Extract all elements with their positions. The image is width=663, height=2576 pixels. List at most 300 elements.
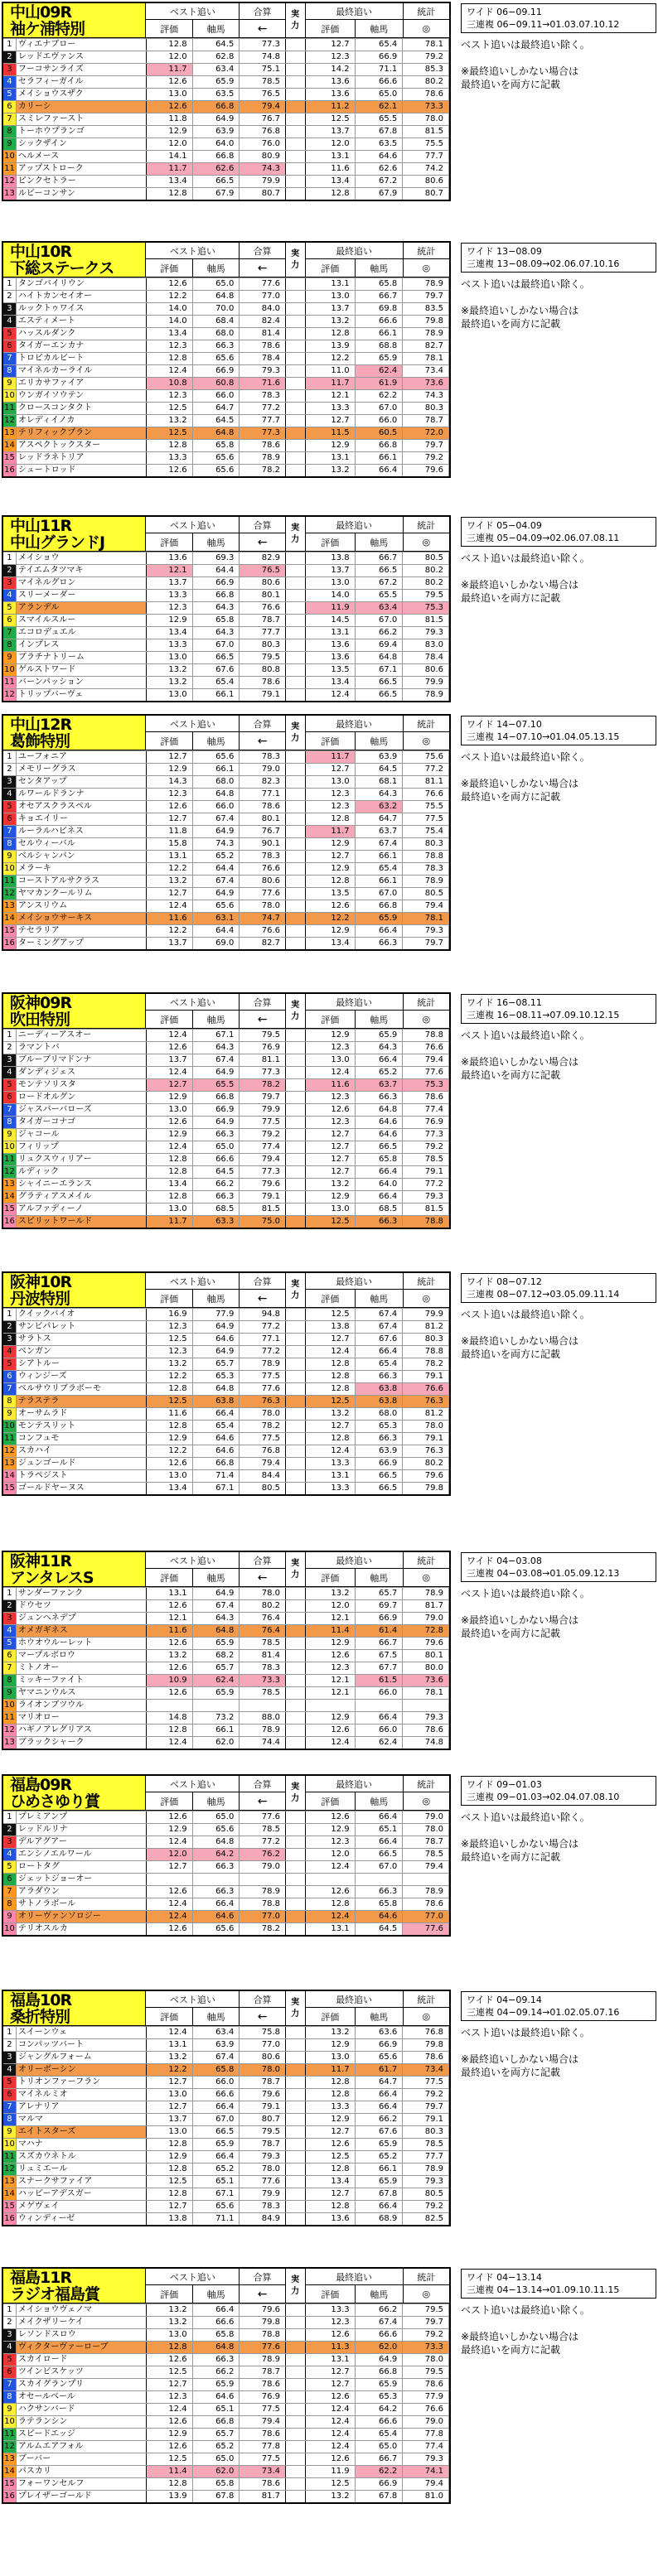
value-cell: 12.2 bbox=[147, 2064, 193, 2076]
horse-number: 15 bbox=[3, 2478, 17, 2490]
value-cell bbox=[286, 1396, 306, 1407]
horse-row bbox=[3, 2188, 449, 2200]
horse-row bbox=[3, 2026, 449, 2038]
value-cell: 63.4 bbox=[193, 64, 240, 75]
value-cell: 12.9 bbox=[306, 1030, 356, 1041]
horse-row bbox=[3, 1885, 449, 1898]
value-cell: 76.3 bbox=[403, 1396, 449, 1407]
best-header: ベスト追い bbox=[146, 1776, 239, 1792]
value-cell: 65.9 bbox=[356, 2379, 404, 2390]
stats-mark: ◎ bbox=[422, 736, 431, 746]
value-cell: 13.7 bbox=[147, 1054, 193, 1066]
note-line: 最終追いを両方に記載 bbox=[461, 1851, 561, 1863]
value-cell: 80.7 bbox=[403, 188, 449, 200]
value-cell: 12.8 bbox=[147, 1383, 193, 1395]
value-cell: 12.7 bbox=[147, 2201, 193, 2212]
value-cell: 78.1 bbox=[403, 1687, 449, 1699]
horse-number: 6 bbox=[3, 1650, 17, 1662]
arrow-icon: ← bbox=[257, 535, 268, 549]
value-cell: 12.4 bbox=[306, 1067, 356, 1078]
horse-name: アスペクトックスター bbox=[17, 440, 147, 451]
horse-row bbox=[3, 1587, 449, 1599]
value-cell: 76.3 bbox=[240, 1396, 286, 1407]
horse-number: 11 bbox=[3, 1154, 17, 1165]
value-cell: 81.1 bbox=[403, 776, 449, 788]
horse-row bbox=[3, 1674, 449, 1686]
horse-row bbox=[3, 2212, 449, 2225]
value-cell: 68.0 bbox=[356, 1408, 404, 1420]
horse-name: ルディック bbox=[17, 1166, 147, 1178]
horse-row bbox=[3, 1898, 449, 1910]
horse-number: 12 bbox=[3, 176, 17, 187]
value-cell: 66.4 bbox=[356, 1166, 404, 1178]
value-cell bbox=[286, 2366, 306, 2378]
value-cell: 66.4 bbox=[356, 465, 404, 476]
total-header: 合算 bbox=[240, 994, 284, 1011]
horse-row bbox=[3, 1637, 449, 1649]
value-cell: 79.0 bbox=[403, 2416, 449, 2428]
value-cell: 66.7 bbox=[356, 1638, 404, 1649]
race-table bbox=[2, 714, 451, 951]
value-cell: 66.1 bbox=[356, 2164, 404, 2175]
value-cell bbox=[286, 1923, 306, 1935]
value-cell bbox=[286, 113, 306, 125]
value-cell: 66.2 bbox=[193, 2366, 240, 2378]
value-cell: 12.8 bbox=[147, 188, 193, 200]
horse-name: ミッキーファイト bbox=[17, 1675, 147, 1686]
race-venue-number: 福島09R bbox=[10, 1776, 72, 1794]
force-label: 力 bbox=[291, 1290, 300, 1300]
value-cell: 65.6 bbox=[193, 465, 240, 476]
value-cell bbox=[286, 1030, 306, 1041]
value-cell bbox=[286, 1346, 306, 1358]
value-cell: 75.6 bbox=[403, 751, 449, 763]
value-cell: 79.6 bbox=[403, 1470, 449, 1482]
race-venue-number: 中山12R bbox=[10, 716, 72, 734]
value-cell bbox=[286, 2176, 306, 2188]
horse-row bbox=[3, 162, 449, 175]
value-cell: 66.4 bbox=[193, 2151, 240, 2163]
value-cell: 12.3 bbox=[147, 390, 193, 402]
value-cell: 14.5 bbox=[306, 615, 356, 626]
value-cell: 77.2 bbox=[403, 764, 449, 775]
value-cell: 77.8 bbox=[240, 2441, 286, 2453]
value-cell: 64.9 bbox=[193, 1346, 240, 1358]
note-line bbox=[461, 1824, 660, 1837]
value-cell: 12.6 bbox=[147, 2416, 193, 2428]
value-cell: 78.9 bbox=[403, 278, 449, 290]
value-cell: 78.8 bbox=[240, 2329, 286, 2341]
horse-number: 1 bbox=[3, 39, 17, 51]
value-cell: 12.6 bbox=[147, 1042, 193, 1054]
horse-row bbox=[3, 302, 449, 315]
value-cell: 12.0 bbox=[306, 1600, 356, 1612]
value-cell: 12.8 bbox=[306, 876, 356, 887]
value-cell: 79.4 bbox=[240, 2416, 286, 2428]
value-cell: 12.6 bbox=[147, 1811, 193, 1823]
value-cell bbox=[286, 552, 306, 564]
value-cell: 12.7 bbox=[306, 2188, 356, 2200]
value-cell: 84.4 bbox=[240, 1470, 286, 1482]
value-cell: 82.4 bbox=[240, 316, 286, 327]
horse-number: 6 bbox=[3, 1371, 17, 1382]
horse-name: ジェットジョーオー bbox=[17, 1874, 147, 1885]
stats-header: 統計 bbox=[404, 1273, 449, 1290]
horse-number: 9 bbox=[3, 2126, 17, 2138]
horse-name: シュートロッド bbox=[17, 465, 147, 476]
horse-number: 5 bbox=[3, 1638, 17, 1649]
horse-name: ウィンジーズ bbox=[17, 1371, 147, 1382]
value-cell: 13.6 bbox=[306, 2213, 356, 2225]
value-cell: 12.4 bbox=[147, 2404, 193, 2415]
eval-header: 評価 bbox=[321, 537, 340, 548]
horse-row bbox=[3, 88, 449, 100]
value-cell: 66.5 bbox=[356, 1470, 404, 1482]
value-cell: 79.6 bbox=[240, 1179, 286, 1190]
horse-number: 4 bbox=[3, 590, 17, 601]
horse-row bbox=[3, 427, 449, 439]
horse-number: 12 bbox=[3, 1166, 17, 1178]
value-cell: 65.4 bbox=[356, 863, 404, 875]
value-cell: 66.3 bbox=[193, 2354, 240, 2366]
race-table bbox=[2, 1774, 451, 1937]
value-cell: 64.8 bbox=[193, 789, 240, 800]
horse-row bbox=[3, 887, 449, 900]
value-cell: 12.4 bbox=[306, 1346, 356, 1358]
horse-name: タイガーエンカナ bbox=[17, 340, 147, 352]
value-cell: 66.3 bbox=[356, 938, 404, 949]
value-cell: 66.2 bbox=[356, 2304, 404, 2316]
axis-header: 軸馬 bbox=[355, 533, 403, 551]
value-cell: 63.8 bbox=[356, 1383, 404, 1395]
value-cell: 13.2 bbox=[147, 677, 193, 688]
value-cell: 12.6 bbox=[306, 900, 356, 912]
horse-name: オメガギネス bbox=[17, 1625, 147, 1637]
value-cell: 77.7 bbox=[403, 151, 449, 162]
value-cell: 12.8 bbox=[306, 1898, 356, 1910]
value-cell: 12.6 bbox=[306, 2453, 356, 2465]
total-group bbox=[240, 1552, 285, 1586]
value-cell bbox=[286, 291, 306, 302]
value-cell: 81.0 bbox=[403, 2491, 449, 2502]
value-cell bbox=[286, 2478, 306, 2490]
value-cell bbox=[286, 2027, 306, 2038]
value-cell: 12.7 bbox=[306, 851, 356, 862]
sanrenpuku-bet: 三連複 16−08.11→07.09.10.12.15 bbox=[467, 1010, 620, 1020]
race-header bbox=[3, 716, 449, 750]
value-cell: 14.2 bbox=[306, 64, 356, 75]
eval-header: 評価 bbox=[160, 1014, 179, 1025]
horse-name: インプレス bbox=[17, 639, 147, 651]
note-line bbox=[461, 291, 660, 304]
value-cell: 12.5 bbox=[306, 2478, 356, 2490]
horse-row bbox=[3, 850, 449, 862]
value-cell: 79.3 bbox=[240, 365, 286, 377]
horse-row bbox=[3, 1116, 449, 1128]
value-cell: 11.4 bbox=[147, 2466, 193, 2477]
value-cell: 11.6 bbox=[147, 1625, 193, 1637]
force-label: 力 bbox=[291, 21, 300, 31]
value-cell: 79.1 bbox=[403, 1371, 449, 1382]
value-cell: 82.3 bbox=[240, 776, 286, 788]
horse-row bbox=[3, 639, 449, 651]
stats-mark: ◎ bbox=[422, 2289, 431, 2299]
value-cell bbox=[286, 1371, 306, 1382]
value-cell: 78.6 bbox=[403, 89, 449, 100]
value-cell: 68.5 bbox=[193, 1204, 240, 1215]
horse-number: 15 bbox=[3, 1483, 17, 1494]
wide-bet: ワイド 04−03.08 bbox=[467, 1556, 542, 1566]
value-cell: 66.5 bbox=[356, 1141, 404, 1153]
value-cell: 66.2 bbox=[193, 1179, 240, 1190]
horse-name: サラトス bbox=[17, 1334, 147, 1345]
value-cell: 12.0 bbox=[147, 138, 193, 150]
horse-name: ハッピーアデスガー bbox=[17, 2188, 147, 2200]
value-cell: 64.9 bbox=[193, 1117, 240, 1128]
value-cell: 78.9 bbox=[240, 1725, 286, 1736]
bet-box bbox=[461, 1776, 656, 1806]
actual-force-header bbox=[286, 1552, 306, 1586]
last-header: 最終追い bbox=[306, 1552, 403, 1569]
force-label: 力 bbox=[291, 2009, 300, 2019]
horse-row bbox=[3, 2328, 449, 2341]
horse-row bbox=[3, 137, 449, 150]
value-cell: 12.8 bbox=[147, 1166, 193, 1178]
value-cell: 80.2 bbox=[403, 76, 449, 88]
value-cell: 13.2 bbox=[147, 664, 193, 676]
value-cell: 77.3 bbox=[240, 39, 286, 51]
value-cell: 79.8 bbox=[403, 316, 449, 327]
value-cell: 12.8 bbox=[306, 2077, 356, 2088]
value-cell bbox=[286, 900, 306, 912]
value-cell bbox=[286, 1334, 306, 1345]
value-cell: 77.5 bbox=[240, 1371, 286, 1382]
horse-name: コンフュモ bbox=[17, 1433, 147, 1445]
value-cell: 80.1 bbox=[240, 813, 286, 825]
value-cell: 65.2 bbox=[193, 2164, 240, 2175]
value-cell bbox=[286, 938, 306, 949]
value-cell: 81.7 bbox=[403, 1600, 449, 1612]
value-cell bbox=[286, 1737, 306, 1749]
value-cell: 12.7 bbox=[306, 1141, 356, 1153]
value-cell: 12.1 bbox=[306, 1687, 356, 1699]
value-cell: 80.6 bbox=[403, 176, 449, 187]
value-cell bbox=[286, 1638, 306, 1649]
horse-number: 9 bbox=[3, 1911, 17, 1922]
value-cell: 77.0 bbox=[240, 291, 286, 302]
value-cell: 12.0 bbox=[306, 1849, 356, 1860]
value-cell: 12.1 bbox=[306, 1613, 356, 1624]
wide-bet: ワイド 04−09.14 bbox=[467, 1995, 542, 2005]
value-cell bbox=[240, 1700, 286, 1711]
note-line: ベスト追いは最終追い除く。 bbox=[461, 1309, 590, 1320]
horse-row bbox=[3, 1662, 449, 1674]
value-cell: 64.3 bbox=[356, 1042, 404, 1054]
horse-row bbox=[3, 2175, 449, 2188]
value-cell: 12.5 bbox=[306, 1396, 356, 1407]
value-cell: 12.3 bbox=[306, 1117, 356, 1128]
horse-number: 9 bbox=[3, 2404, 17, 2415]
eval-header: 評価 bbox=[160, 2289, 179, 2300]
race-header bbox=[3, 243, 449, 277]
horse-name: テセラリア bbox=[17, 925, 147, 937]
value-cell: 69.3 bbox=[193, 552, 240, 564]
horse-row bbox=[3, 2150, 449, 2163]
horse-name: ルビーコンサン bbox=[17, 188, 147, 200]
value-cell: 12.9 bbox=[306, 440, 356, 451]
value-cell: 80.6 bbox=[240, 876, 286, 887]
horse-name: オセールベール bbox=[17, 2391, 147, 2403]
value-cell: 79.5 bbox=[240, 652, 286, 663]
race-name: ひめさゆり賞 bbox=[10, 1792, 100, 1810]
value-cell: 62.4 bbox=[193, 1675, 240, 1686]
horse-name: スナークサファイア bbox=[17, 2176, 147, 2188]
value-cell bbox=[306, 1874, 356, 1885]
value-cell: 67.8 bbox=[356, 2491, 404, 2502]
wide-bet: ワイド 08−07.12 bbox=[467, 1276, 542, 1287]
value-cell bbox=[286, 1104, 306, 1116]
value-cell: 77.4 bbox=[240, 1141, 286, 1153]
horse-name: オリーボーシン bbox=[17, 2064, 147, 2076]
horse-number: 11 bbox=[3, 403, 17, 414]
value-cell: 63.4 bbox=[193, 2027, 240, 2038]
value-cell: 66.0 bbox=[356, 1687, 404, 1699]
value-cell: 79.3 bbox=[403, 1191, 449, 1203]
horse-row bbox=[3, 51, 449, 63]
horse-name: ウィンディーゼ bbox=[17, 2213, 147, 2225]
value-cell: 77.6 bbox=[240, 278, 286, 290]
horse-row bbox=[3, 352, 449, 364]
horse-name: トーホウプランゴ bbox=[17, 126, 147, 137]
horse-name: デルアグアー bbox=[17, 1836, 147, 1848]
value-cell: 80.8 bbox=[240, 664, 286, 676]
horse-row bbox=[3, 2051, 449, 2063]
value-cell bbox=[286, 1445, 306, 1457]
value-cell bbox=[286, 577, 306, 589]
value-cell: 76.6 bbox=[240, 602, 286, 614]
horse-row bbox=[3, 2076, 449, 2088]
value-cell bbox=[286, 1687, 306, 1699]
value-cell: 78.2 bbox=[240, 465, 286, 476]
value-cell: 77.2 bbox=[403, 1179, 449, 1190]
actual-force-header bbox=[286, 2269, 306, 2303]
value-cell: 65.2 bbox=[356, 2151, 404, 2163]
value-cell: 79.4 bbox=[403, 2478, 449, 2490]
horse-number: 14 bbox=[3, 913, 17, 924]
horse-row bbox=[3, 414, 449, 427]
value-cell: 79.1 bbox=[240, 1191, 286, 1203]
best-header: ベスト追い bbox=[146, 243, 239, 259]
total-group bbox=[240, 994, 285, 1028]
last-group bbox=[306, 1776, 404, 1810]
value-cell: 12.6 bbox=[306, 2139, 356, 2150]
stats-group bbox=[404, 1776, 449, 1810]
eval-header: 評価 bbox=[160, 263, 179, 274]
horse-number: 6 bbox=[3, 615, 17, 626]
value-cell: 66.5 bbox=[356, 689, 404, 701]
value-cell: 10.9 bbox=[147, 1675, 193, 1686]
race-table bbox=[2, 1551, 451, 1750]
value-cell: 13.7 bbox=[306, 303, 356, 315]
value-cell: 73.2 bbox=[193, 1712, 240, 1724]
value-cell: 75.5 bbox=[403, 138, 449, 150]
value-cell: 78.0 bbox=[240, 2064, 286, 2076]
arrow-icon: ← bbox=[257, 1012, 268, 1026]
value-cell: 65.4 bbox=[356, 39, 404, 51]
note-line: 最終追いを両方に記載 bbox=[461, 791, 561, 803]
note-line: ベスト追いは最終追い除く。 bbox=[461, 751, 590, 763]
value-cell: 79.4 bbox=[240, 1154, 286, 1165]
value-cell: 13.0 bbox=[147, 689, 193, 701]
horse-number: 16 bbox=[3, 2213, 17, 2225]
value-cell: 64.6 bbox=[193, 1445, 240, 1457]
value-cell: 65.2 bbox=[193, 2441, 240, 2453]
race-title bbox=[3, 243, 146, 277]
horse-name: コーストアルサクラス bbox=[17, 876, 147, 887]
value-cell: 13.4 bbox=[306, 176, 356, 187]
value-cell: 78.5 bbox=[403, 1849, 449, 1860]
horse-number: 3 bbox=[3, 64, 17, 75]
horse-name: セルウィーバル bbox=[17, 838, 147, 850]
horse-name: ジュンヘネデプ bbox=[17, 1613, 147, 1624]
horse-row bbox=[3, 552, 449, 564]
value-cell: 12.2 bbox=[306, 913, 356, 924]
value-cell: 78.9 bbox=[240, 452, 286, 464]
value-cell: 13.7 bbox=[147, 2114, 193, 2125]
value-cell: 65.3 bbox=[356, 1421, 404, 1432]
wide-bet: ワイド 13−08.09 bbox=[467, 246, 542, 257]
value-cell: 67.4 bbox=[193, 2052, 240, 2063]
value-cell: 79.9 bbox=[240, 176, 286, 187]
value-cell: 13.0 bbox=[306, 291, 356, 302]
sanrenpuku-bet: 三連複 06−09.11→01.03.07.10.12 bbox=[467, 19, 620, 30]
best-subheader bbox=[146, 2285, 239, 2303]
value-cell: 77.3 bbox=[403, 1129, 449, 1141]
value-cell: 77.5 bbox=[240, 2453, 286, 2465]
value-cell: 66.9 bbox=[356, 2478, 404, 2490]
value-cell: 13.6 bbox=[306, 89, 356, 100]
eval-header: 評価 bbox=[160, 736, 179, 747]
value-cell: 78.9 bbox=[403, 876, 449, 887]
stats-header: 統計 bbox=[404, 2269, 449, 2285]
value-cell: 13.5 bbox=[306, 888, 356, 900]
value-cell: 12.6 bbox=[147, 1886, 193, 1898]
value-cell: 62.4 bbox=[356, 1737, 404, 1749]
value-cell: 78.8 bbox=[403, 1030, 449, 1041]
value-cell: 12.7 bbox=[147, 2101, 193, 2113]
value-cell: 66.4 bbox=[356, 1836, 404, 1848]
value-cell: 79.6 bbox=[403, 465, 449, 476]
value-cell bbox=[286, 1321, 306, 1333]
value-cell: 12.6 bbox=[147, 1662, 193, 1674]
bet-box bbox=[461, 2269, 656, 2299]
value-cell: 82.9 bbox=[240, 552, 286, 564]
value-cell: 66.3 bbox=[356, 1433, 404, 1445]
value-cell bbox=[286, 2329, 306, 2341]
horse-number: 2 bbox=[3, 1600, 17, 1612]
actual-force-header bbox=[286, 517, 306, 551]
value-cell: 63.3 bbox=[193, 1216, 240, 1228]
value-cell: 78.0 bbox=[240, 1408, 286, 1420]
value-cell: 77.0 bbox=[403, 1911, 449, 1922]
actual-force-header bbox=[286, 243, 306, 277]
value-cell bbox=[286, 138, 306, 150]
horse-number: 11 bbox=[3, 1433, 17, 1445]
value-cell: 82.7 bbox=[240, 938, 286, 949]
last-subheader bbox=[306, 259, 403, 277]
value-cell: 75.3 bbox=[403, 602, 449, 614]
horse-name: メイクザリーケイ bbox=[17, 2317, 147, 2328]
